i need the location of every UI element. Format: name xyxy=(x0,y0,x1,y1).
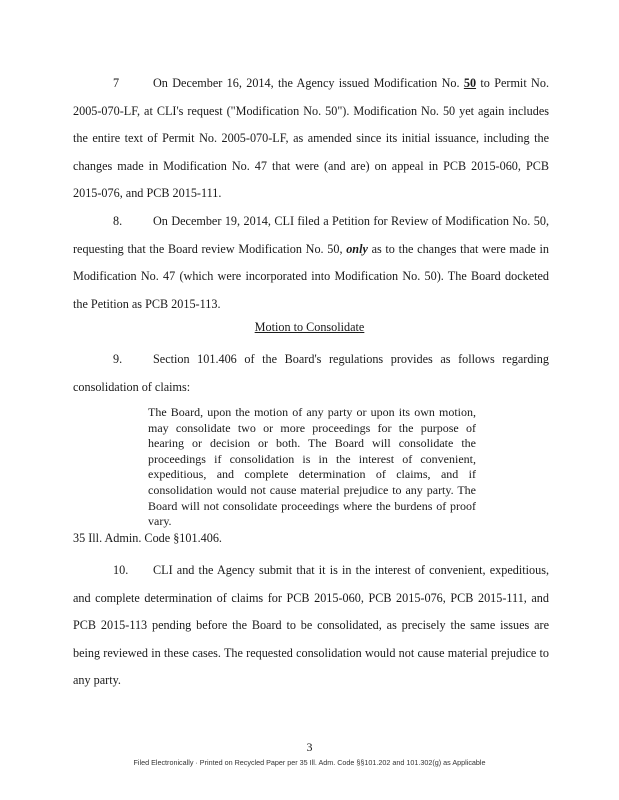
block-quote: The Board, upon the motion of any party or upon its own motion, may consolidate two or more proceedings for the purpose of hearing or decision or both. The Board will consolidate the proceedings if consolidation is in the interest of convenient, expeditious, and complete determination of claims, and if consolidation would not cause material prejudice to any party. The Board will not consolidate proceedings where the burdens of proof vary. xyxy=(148,405,476,529)
paragraph-10 xyxy=(73,557,549,695)
paragraph-9 xyxy=(73,346,549,401)
paragraph-text-cont: as to the changes that were made in Modification No. 47 (which were incorporated into Modification No. 50). The Board docketed the Petition as PCB 2015-113. xyxy=(73,241,549,311)
paragraph-7 xyxy=(73,70,549,208)
paragraph-text-cont: to Permit No. 2005-070-LF, at CLI's request ("Modification No. 50"). Modification No. 50 yet again includes the entire text of Permit No. 2005-070-LF, as amended since its initial issuance, including the changes made in Modification No. 47 that were (and are) on appeal in PCB 2015-060, PCB 2015-076, and PCB 2015-111. xyxy=(73,76,549,201)
modification-number-underlined: 50 xyxy=(463,76,477,90)
footer-stamp: Filed Electronically · Printed on Recycled Paper per 35 Ill. Adm. Code §§101.202 and 101.302(g) as Applicable xyxy=(133,758,486,767)
paragraph-number: 10. xyxy=(113,563,129,577)
paragraph-number: 9. xyxy=(113,352,123,366)
page-number: 3 xyxy=(306,740,313,754)
section-heading: Motion to Consolidate xyxy=(254,320,365,334)
citation: 35 Ill. Admin. Code §101.406. xyxy=(73,531,222,545)
paragraph-number: 7 xyxy=(113,76,120,90)
paragraph-text: On December 16, 2014, the Agency issued Modification No. xyxy=(153,76,464,90)
paragraph-text: Section 101.406 of the Board's regulations provides as follows regarding consolidation of claims: xyxy=(73,352,549,394)
emphasis-only: only xyxy=(346,241,368,256)
paragraph-number: 8. xyxy=(113,214,123,228)
paragraph-text: On December 19, 2014, CLI filed a Petition for Review of Modification No. 50, requesting that the Board review Modification No. 50, xyxy=(73,214,549,256)
paragraph-8 xyxy=(73,208,549,318)
paragraph-text: CLI and the Agency submit that it is in the interest of convenient, expeditious, and complete determination of claims for PCB 2015-060, PCB 2015-076, PCB 2015-111, and PCB 2015-113 pending before the Board to be consolidated, as precisely the same issues are being reviewed in these cases. The requested consolidation would not cause material prejudice to any party. xyxy=(73,563,549,688)
